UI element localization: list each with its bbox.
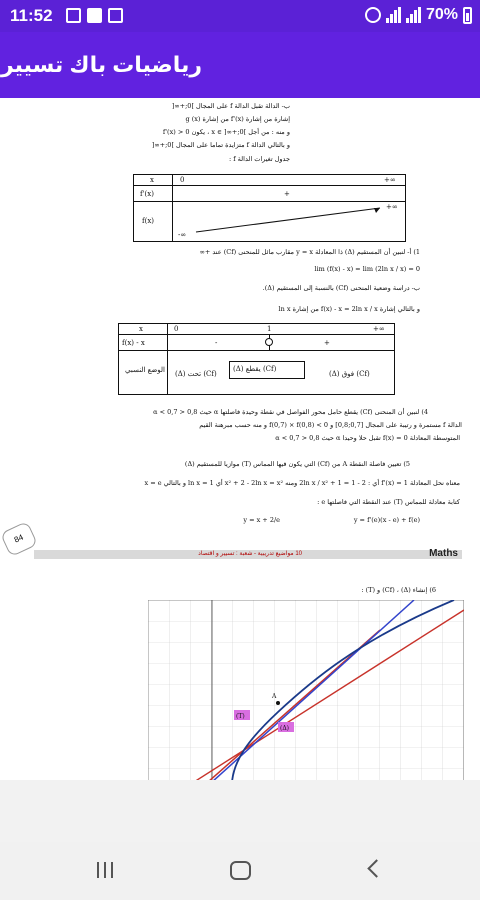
- app-title: رياضيات باك تسيير: [1, 52, 202, 77]
- graph-svg: [148, 600, 464, 780]
- doc-line: 4) لنبين أن المنحنى (Cf) يقطع حامل محور الفواصل في نقطة وحيدة فاصلتها α حيث 0,8 < α < 0,7: [153, 408, 428, 416]
- table-label: الوضع النسبي: [125, 366, 165, 374]
- doc-line: كتابة معادلة للمماس (T) عند النقطة التي فاصلتها e :: [317, 498, 460, 506]
- page-number-badge: 84: [0, 521, 38, 557]
- table-value: +: [284, 190, 290, 198]
- footer-text: 10 مواضيع تدريبية - شعبة : تسيير و اقتصاد: [198, 551, 302, 557]
- table-value: +: [324, 339, 330, 347]
- doc-line: ب- دراسة وضعية المنحنى (Cf) بالنسبة إلى المستقيم (Δ).: [262, 284, 420, 292]
- notification-icons: [66, 8, 123, 23]
- signal-icon: [386, 7, 401, 23]
- label-delta: (Δ): [280, 725, 290, 732]
- checkbox-icon: [87, 8, 102, 23]
- home-button[interactable]: [230, 861, 251, 880]
- battery-percentage: 70%: [425, 6, 458, 23]
- status-indicators: [365, 6, 472, 24]
- recents-button[interactable]: [97, 862, 113, 878]
- doc-line: 1) أ- لنبين أن المستقيم (Δ) ذا المعادلة y = x مقارب مائل للمنحنى (Cf) عند +∞: [199, 248, 420, 256]
- alarm-icon: [365, 7, 381, 23]
- doc-line: و بالتالي إشارة f(x) - x = 2ln x / x من إشارة ln x: [278, 305, 420, 313]
- table-label: x: [150, 176, 154, 184]
- variation-arrow: [194, 205, 384, 235]
- app-bar: [0, 32, 480, 98]
- doc-line: المتوسطة المعادلة f(x) = 0 تقبل حلا وحيدا α حيث 0,8 < α < 0,7: [275, 434, 460, 442]
- table-value: (Δ) تحت (Cf): [175, 370, 217, 378]
- doc-line: جدول تغيرات الدالة f :: [228, 155, 290, 163]
- doc-line: معناه نحل المعادلة f'(x) = 1 أي : 2 - 2ln x / x² + 1 = 1 ومنه x² + 2 - 2ln x = x² أي ln x = 1 و بالتالي x = e: [144, 479, 460, 487]
- table-value: +∞: [373, 325, 385, 333]
- doc-line: إشارة من إشارة f'(x) من إشارة (x) g: [185, 115, 290, 123]
- table-label: f'(x): [140, 190, 154, 198]
- doc-line: و بالتالي الدالة f متزايدة تماما على المجال ]0;+∞[: [151, 141, 290, 149]
- function-graph: [148, 600, 464, 780]
- table-value: -: [215, 339, 218, 347]
- page-footer: [34, 550, 462, 559]
- battery-icon: [463, 7, 472, 24]
- notification-icon: [66, 8, 81, 23]
- doc-line: الدالة f مستمرة و رتيبة على المجال [0,7;0,8] و f(0,7) × f(0,8) < 0 و منه حسب مبرهنة القيم: [199, 421, 462, 429]
- doc-line: lim (f(x) - x) = lim (2ln x / x) = 0: [314, 265, 420, 273]
- point-label: A: [272, 693, 277, 700]
- table-value: +∞: [384, 176, 396, 184]
- point-A: [276, 701, 280, 705]
- table-value: 1: [267, 325, 272, 333]
- variation-table: [133, 174, 406, 242]
- table-value: (Δ) فوق (Cf): [329, 370, 370, 378]
- doc-line: 6) إنشاء (Δ) ، (Cf) و (T) :: [361, 586, 436, 594]
- table-value: 0: [174, 325, 179, 333]
- navigation-bar: [0, 842, 480, 900]
- status-time: 11:52: [10, 6, 53, 25]
- zero-marker: [265, 338, 273, 346]
- document-page[interactable]: [0, 98, 480, 780]
- doc-line: و منه : من أجل ]0;+∞[ ∋ x ، يكون f'(x) > 0: [162, 128, 290, 136]
- table-value: (Δ) يقطع (Cf): [233, 365, 277, 373]
- content-bottom-area: [0, 780, 480, 842]
- image-icon: [108, 8, 123, 23]
- status-bar: [0, 0, 480, 32]
- footer-logo: Maths: [429, 548, 458, 559]
- label-T: (T): [236, 713, 245, 720]
- table-value: +∞: [386, 203, 398, 211]
- doc-line: y = f'(e)(x - e) + f(e): [353, 516, 420, 524]
- back-button[interactable]: [367, 859, 385, 877]
- table-label: f(x): [142, 217, 155, 225]
- doc-line: ب- الدالة تقبل الدالة f على المجال ]0;+∞[: [171, 102, 290, 110]
- table-value: -∞: [178, 231, 187, 239]
- signal-icon: [406, 7, 421, 23]
- table-label: x: [139, 325, 143, 333]
- sign-table: [118, 323, 395, 395]
- table-label: f(x) - x: [122, 339, 145, 347]
- doc-line: 5) تعيين فاصلة النقطة A من (Cf) التي يكون فيها المماس (T) موازيا للمستقيم (Δ): [184, 460, 410, 468]
- table-value: 0: [180, 176, 185, 184]
- graph-grid: [148, 600, 464, 780]
- doc-line: y = x + 2/e: [243, 516, 280, 524]
